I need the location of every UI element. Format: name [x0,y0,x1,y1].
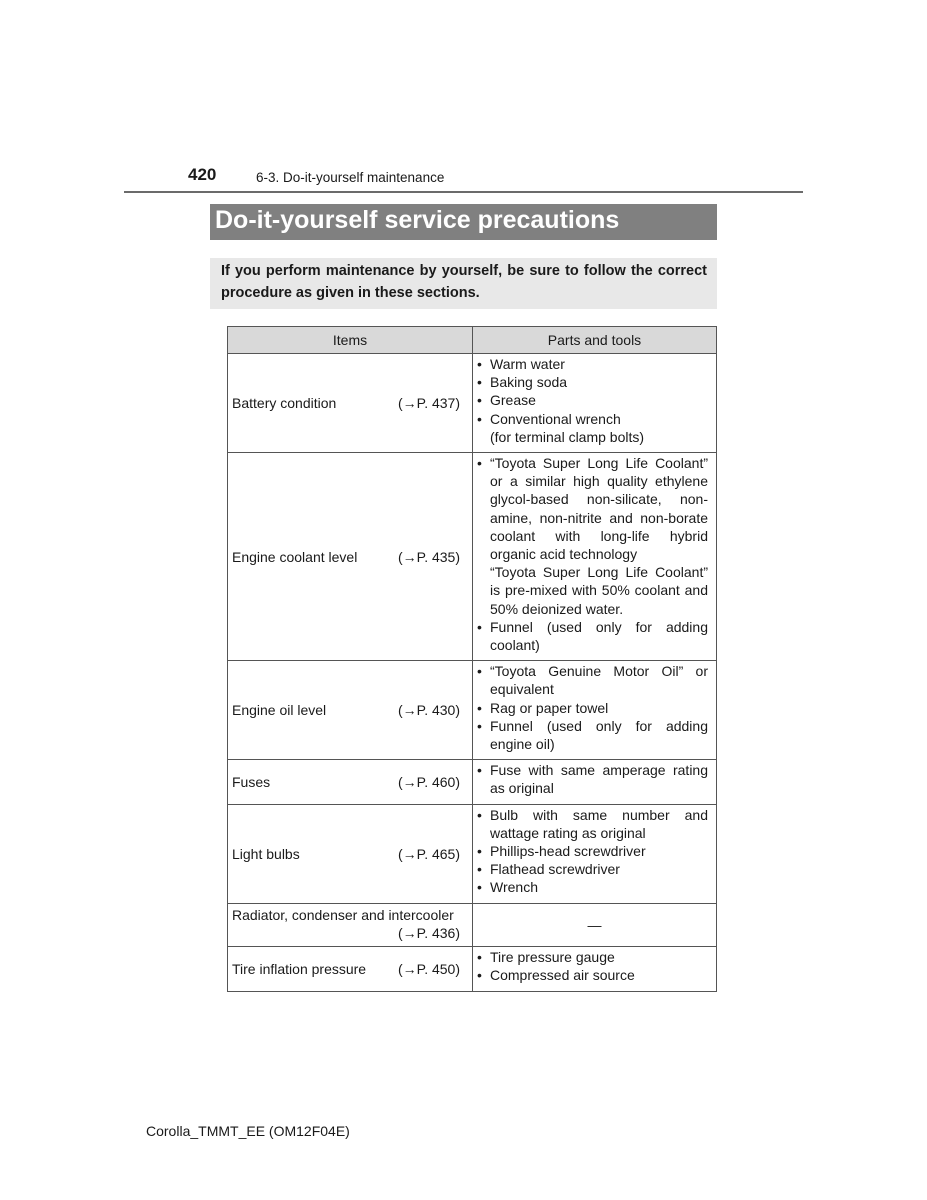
tools-cell [473,760,717,804]
tool-item: • Funnel (used only for adding engine oil) [477,717,708,753]
item-cell [228,453,473,661]
tool-item: • Compressed air source [477,967,635,984]
tools-cell [473,661,717,760]
tool-item: • Tire pressure gauge [477,949,615,966]
page-reference-link[interactable]: (→P. 435) [398,548,460,565]
item-label: Tire inflation pressure [232,960,367,977]
parts-table [227,326,717,992]
tool-item: • “Toyota Genuine Motor Oil” or equivalent [477,663,708,698]
tools-cell [473,804,717,903]
tool-item: • Baking soda [477,374,568,391]
tool-item: • Rag or paper towel [477,699,609,716]
item-label: Radiator, condenser and intercooler [232,906,454,923]
item-cell [228,354,473,453]
header-rule [124,191,803,193]
item-label: Battery condition [232,394,337,411]
item-label: Engine coolant level [232,548,358,565]
page-reference-link[interactable]: (→P. 465) [398,845,460,862]
tool-note: “Toyota Super Long Life Coolant” is pre-mixed with 50% coolant and 50% deionized water. [490,564,708,617]
item-cell [228,661,473,760]
item-cell [228,760,473,804]
footer-document-id: Corolla_TMMT_EE (OM12F04E) [146,1123,350,1139]
table-row-radiator [228,903,717,946]
tool-item: • “Toyota Super Long Life Coolant” or a similar high quality ethylene glycol-based non-silicate, non-amine, non-nitrite and non-borate coolant with long-life hybrid organic acid technology [477,455,708,563]
table-row-light-bulbs [228,804,717,903]
table-row-engine-oil [228,661,717,760]
tool-item: • Fuse with same amperage rating as original [477,762,708,797]
table-header-row [228,327,717,354]
tool-item: • Bulb with same number and wattage rating as original [477,806,708,841]
item-label: Fuses [232,773,271,790]
tool-item: • Funnel (used only for adding coolant) [477,618,708,654]
page-reference-link[interactable]: (→P. 437) [398,394,460,411]
no-tools-dash: — [587,916,602,933]
tool-item: • Flathead screwdriver [477,861,620,878]
page-title: Do-it-yourself service precautions [210,204,717,240]
column-header-items: Items [228,327,473,354]
page-reference-link[interactable]: (→P. 450) [398,960,460,977]
column-header-parts-tools: Parts and tools [473,327,717,354]
table-row-engine-coolant [228,453,717,661]
tools-cell [473,903,717,946]
page-number: 420 [188,165,217,184]
table-row-battery [228,354,717,453]
table-row-fuses [228,760,717,804]
page-reference-link[interactable]: (→P. 436) [398,924,460,941]
table-row-tire-pressure [228,947,717,991]
tool-note: (for terminal clamp bolts) [490,428,645,445]
page-reference-link[interactable]: (→P. 460) [398,773,460,790]
item-cell [228,804,473,903]
tool-item: • Conventional wrench [477,410,621,427]
tool-item: • Grease [477,392,536,409]
tool-item: • Wrench [477,879,538,896]
tools-cell [473,354,717,453]
page-reference-link[interactable]: (→P. 430) [398,702,460,719]
item-label: Light bulbs [232,845,300,862]
item-label: Engine oil level [232,702,327,719]
tool-item: • Warm water [477,356,565,372]
tool-item: • Phillips-head screwdriver [477,843,646,860]
section-label: 6-3. Do-it-yourself maintenance [256,170,445,185]
item-cell [228,903,473,946]
tools-cell [473,453,717,661]
tools-cell [473,947,717,991]
intro-box: If you perform maintenance by yourself, be sure to follow the correct procedure as given in these sections. [210,258,717,309]
item-cell [228,947,473,991]
